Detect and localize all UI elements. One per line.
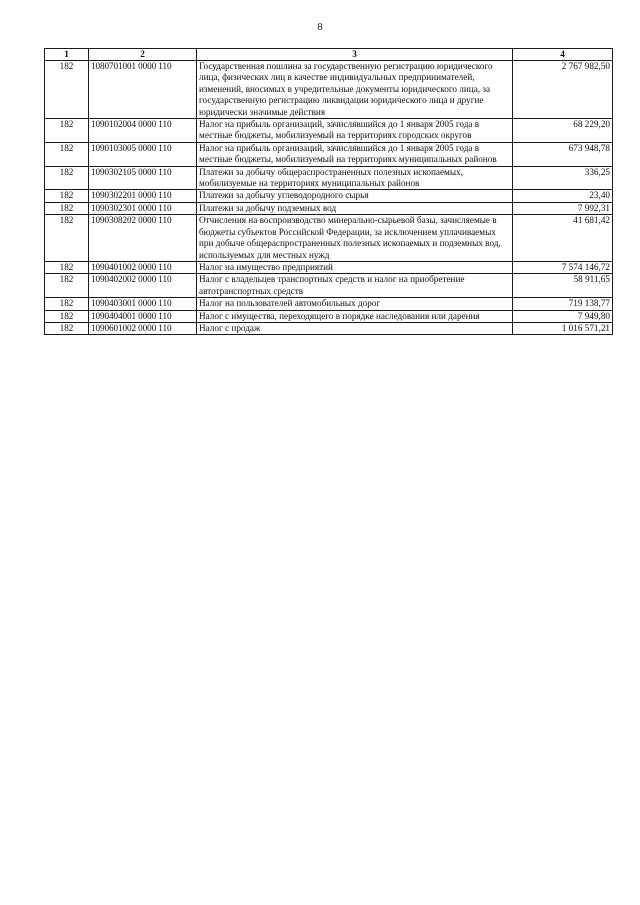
admin-code-cell: 182 bbox=[45, 61, 89, 119]
admin-code-cell: 182 bbox=[45, 274, 89, 298]
table-row bbox=[45, 190, 613, 202]
amount-cell: 23,40 bbox=[513, 190, 613, 202]
budget-code-cell: 1090103005 0000 110 bbox=[89, 142, 197, 166]
revenue-table bbox=[44, 48, 613, 335]
budget-code-cell: 1090403001 0000 110 bbox=[89, 298, 197, 310]
table-row bbox=[45, 166, 613, 190]
budget-code-cell: 1090404001 0000 110 bbox=[89, 310, 197, 322]
table-row bbox=[45, 61, 613, 119]
revenue-name-cell: Налог на прибыль организаций, зачислявшийся до 1 января 2005 года в местные бюджеты, мобилизуемый на территориях муниципальных районов bbox=[197, 142, 513, 166]
revenue-name-cell: Налог с имущества, переходящего в порядке наследования или дарения bbox=[197, 310, 513, 322]
amount-cell: 7 992,31 bbox=[513, 202, 613, 214]
admin-code-cell: 182 bbox=[45, 190, 89, 202]
table-row bbox=[45, 298, 613, 310]
amount-cell: 336,25 bbox=[513, 166, 613, 190]
revenue-name-cell: Налог с владельцев транспортных средств и налог на приобретение автотранспортных средств bbox=[197, 274, 513, 298]
revenue-name-cell: Налог на прибыль организаций, зачислявшийся до 1 января 2005 года в местные бюджеты, мобилизуемый на территориях городских округов bbox=[197, 119, 513, 143]
table-row bbox=[45, 119, 613, 143]
admin-code-cell: 182 bbox=[45, 202, 89, 214]
table-row bbox=[45, 310, 613, 322]
admin-code-cell: 182 bbox=[45, 166, 89, 190]
page-number: 8 bbox=[317, 22, 323, 33]
budget-code-cell: 1090401002 0000 110 bbox=[89, 261, 197, 273]
admin-code-cell: 182 bbox=[45, 119, 89, 143]
column-header-3: 3 bbox=[197, 49, 513, 61]
budget-code-cell: 1090601002 0000 110 bbox=[89, 322, 197, 334]
table-row bbox=[45, 202, 613, 214]
revenue-name-cell: Платежи за добычу общераспространенных полезных ископаемых, мобилизуемые на территориях муниципальных районов bbox=[197, 166, 513, 190]
revenue-name-cell: Отчисления на воспроизводство минерально-сырьевой базы, зачисляемые в бюджеты субъектов Российской Федерации, за исключением уплачиваемых при добыче общераспространенных полезных ископаемых и подземных вод, используемых для местных нужд bbox=[197, 215, 513, 262]
admin-code-cell: 182 bbox=[45, 215, 89, 262]
amount-cell: 673 948,78 bbox=[513, 142, 613, 166]
admin-code-cell: 182 bbox=[45, 298, 89, 310]
amount-cell: 1 016 571,21 bbox=[513, 322, 613, 334]
column-header-4: 4 bbox=[513, 49, 613, 61]
table-row bbox=[45, 215, 613, 262]
budget-code-cell: 1090302105 0000 110 bbox=[89, 166, 197, 190]
budget-code-cell: 1090308202 0000 110 bbox=[89, 215, 197, 262]
amount-cell: 7 949,80 bbox=[513, 310, 613, 322]
revenue-name-cell: Платежи за добычу углеводородного сырья bbox=[197, 190, 513, 202]
table-row bbox=[45, 142, 613, 166]
budget-code-cell: 1090402002 0000 110 bbox=[89, 274, 197, 298]
column-header-1: 1 bbox=[45, 49, 89, 61]
table-header-row bbox=[45, 49, 613, 61]
revenue-name-cell: Платежи за добычу подземных вод bbox=[197, 202, 513, 214]
revenue-name-cell: Государственная пошлина за государственную регистрацию юридического лица, физических лиц в качестве индивидуальных предпринимателей, изменений, вносимых в учредительные документы юридического лица, за государственную регистрацию ликвидации юридического лица и другие юридически значимые действия bbox=[197, 61, 513, 119]
amount-cell: 58 911,65 bbox=[513, 274, 613, 298]
amount-cell: 41 681,42 bbox=[513, 215, 613, 262]
budget-code-cell: 1090302201 0000 110 bbox=[89, 190, 197, 202]
revenue-name-cell: Налог на пользователей автомобильных дорог bbox=[197, 298, 513, 310]
column-header-2: 2 bbox=[89, 49, 197, 61]
budget-code-cell: 1090302301 0000 110 bbox=[89, 202, 197, 214]
amount-cell: 7 574 146,72 bbox=[513, 261, 613, 273]
amount-cell: 2 767 982,50 bbox=[513, 61, 613, 119]
amount-cell: 719 138,77 bbox=[513, 298, 613, 310]
budget-code-cell: 1080701001 0000 110 bbox=[89, 61, 197, 119]
table-row bbox=[45, 261, 613, 273]
amount-cell: 68 229,20 bbox=[513, 119, 613, 143]
admin-code-cell: 182 bbox=[45, 142, 89, 166]
budget-code-cell: 1090102004 0000 110 bbox=[89, 119, 197, 143]
admin-code-cell: 182 bbox=[45, 310, 89, 322]
table-row bbox=[45, 274, 613, 298]
admin-code-cell: 182 bbox=[45, 322, 89, 334]
admin-code-cell: 182 bbox=[45, 261, 89, 273]
revenue-name-cell: Налог с продаж bbox=[197, 322, 513, 334]
revenue-name-cell: Налог на имущество предприятий bbox=[197, 261, 513, 273]
table-row bbox=[45, 322, 613, 334]
